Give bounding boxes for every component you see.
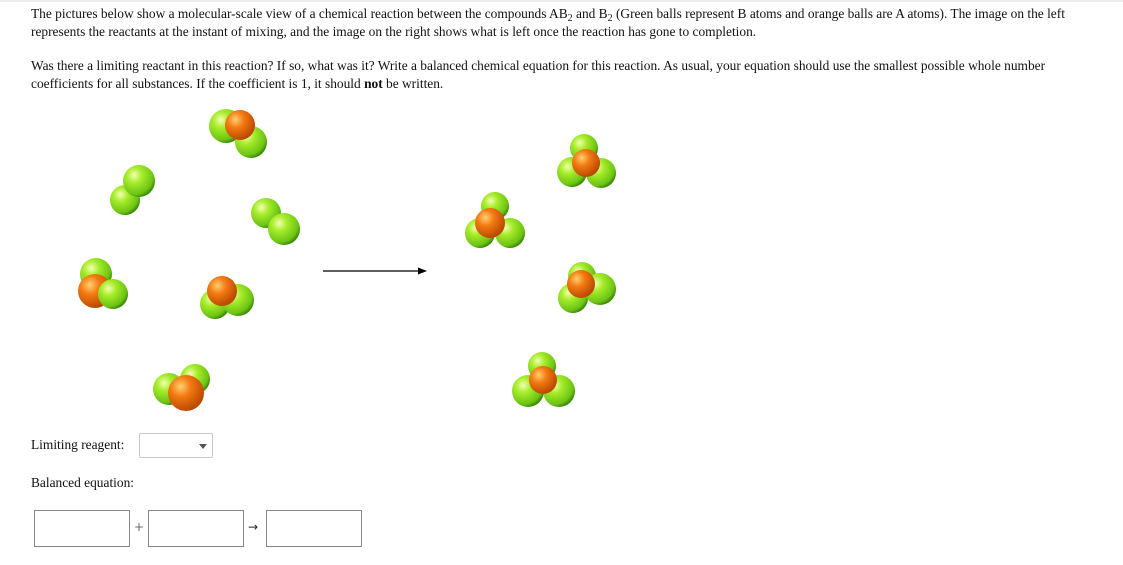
b-atom (268, 213, 300, 245)
limiting-reagent-select[interactable] (139, 433, 213, 458)
b-atom (123, 165, 155, 197)
a-atom (475, 208, 505, 238)
a-atom (225, 110, 255, 140)
reaction-arrow (323, 268, 427, 275)
limiting-reagent-label: Limiting reagent: (31, 437, 125, 452)
intro-text: The pictures below show a molecular-scale view of a chemical reaction between the compounds $AB_2$ and $B_2$ (Green balls represent B atoms and orange balls are A atoms). The image on the left represents the reactants at the instant of mixing, and the image on the right shows what is left once the reaction has gone to completion. (31, 6, 1065, 39)
reactant-1-input[interactable] (34, 510, 130, 547)
question-text: Was there a limiting reactant in this reaction? If so, what was it? Write a balanced chemical equation for this reaction. As usual, your equation should use the smallest possible whole number coefficients for all substances. If the coefficient is 1, it should not be written. (31, 58, 1046, 91)
product-molecule (465, 192, 525, 248)
product-molecule (557, 134, 616, 188)
yields-arrow: → (248, 520, 259, 534)
reactant-ab2-molecule (153, 364, 210, 411)
reactant-ab2-molecule (78, 258, 128, 309)
plus-sign: + (134, 520, 145, 534)
a-atom (207, 276, 237, 306)
product-molecule (512, 352, 575, 407)
reactant-2-input[interactable] (148, 510, 244, 547)
product-molecule (558, 262, 616, 313)
reactant-ab2-molecule (209, 109, 267, 158)
reactant-b2-molecule (251, 198, 300, 245)
reactant-b2-molecule (110, 165, 155, 215)
chevron-down-icon (199, 444, 207, 449)
a-atom (529, 366, 557, 394)
balanced-equation-label: Balanced equation: (31, 475, 134, 490)
a-atom (168, 375, 204, 411)
a-atom (567, 270, 595, 298)
b-atom (98, 279, 128, 309)
a-atom (572, 149, 600, 177)
reactant-ab2-molecule (200, 276, 254, 319)
product-input[interactable] (266, 510, 362, 547)
